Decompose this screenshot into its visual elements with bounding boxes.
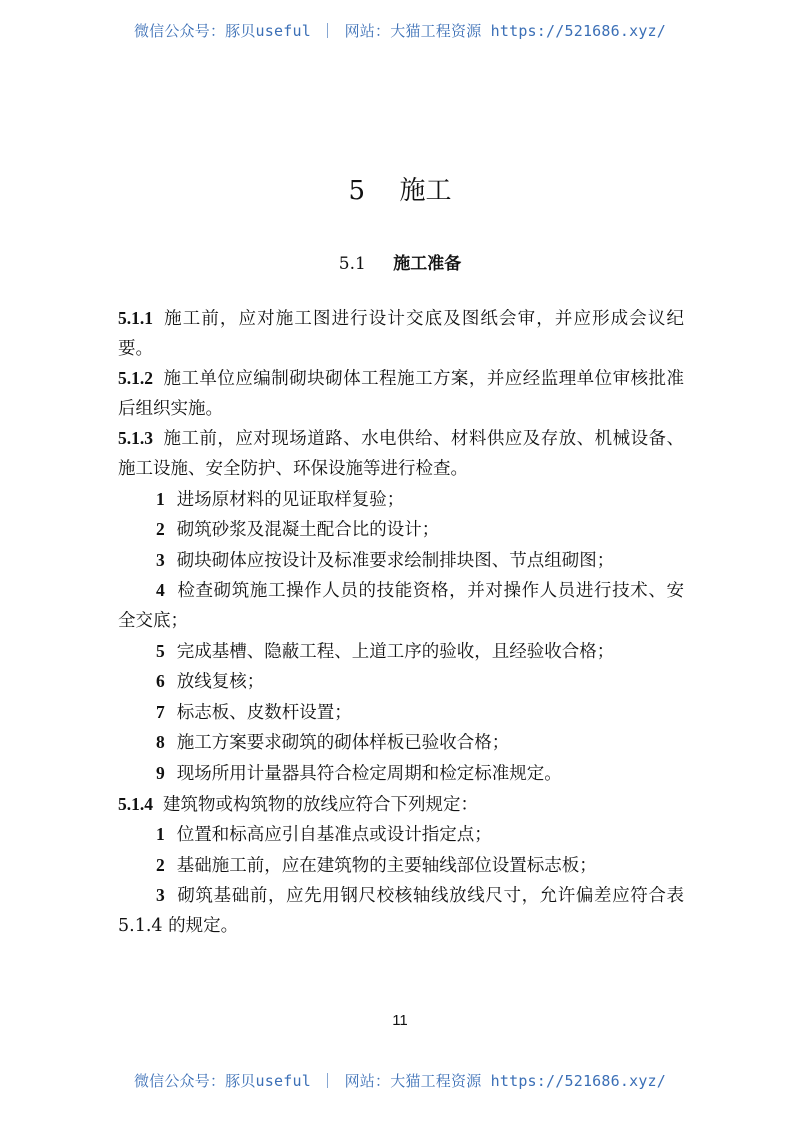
page-number: 11 — [392, 1012, 408, 1029]
list-item — [118, 728, 684, 759]
list-item — [118, 667, 684, 698]
clause-number: 5.1.1 — [118, 308, 153, 328]
item-text: 放线复核； — [176, 672, 265, 693]
item-number: 1 — [156, 824, 165, 845]
item-text: 砌块砌体应按设计及标准要求绘制排块图、节点组砌图； — [176, 550, 615, 571]
section-title — [0, 249, 800, 274]
item-text: 进场原材料的见证取样复验； — [176, 489, 405, 510]
list-item — [118, 759, 684, 790]
clause-number: 5.1.2 — [118, 368, 153, 389]
item-text: 位置和标高应引自基准点或设计指定点； — [176, 825, 492, 846]
clause-text: 施工单位应编制砌块砌体工程施工方案，并应经监理单位审核批准后组织实施。 — [118, 369, 684, 419]
item-text: 施工方案要求砌筑的砌体样板已验收合格； — [176, 733, 510, 754]
item-text: 基础施工前，应在建筑物的主要轴线部位设置标志板； — [176, 855, 597, 876]
item-number: 9 — [156, 762, 165, 783]
list-item — [118, 546, 684, 577]
item-text: 现场所用计量器具符合检定周期和检定标准规定。 — [176, 763, 562, 784]
clause-5-1-3 — [118, 424, 684, 484]
watermark-top: 微信公众号：豚贝useful ｜ 网站：大猫工程资源 https://521686.xyz/ — [133, 22, 667, 40]
clause-text: 施工前，应对施工图进行设计交底及图纸会审，并应形成会议纪要。 — [118, 309, 684, 359]
list-item — [118, 485, 684, 516]
item-text: 标志板、皮数杆设置； — [176, 702, 352, 723]
item-text: 砌筑砂浆及混凝土配合比的设计； — [176, 520, 440, 541]
item-number: 3 — [156, 885, 165, 906]
item-number: 2 — [156, 519, 165, 540]
item-number: 7 — [156, 701, 165, 722]
item-number: 1 — [156, 488, 165, 509]
item-number: 2 — [156, 854, 165, 875]
section-number: 5.1 — [338, 254, 366, 274]
clause-number: 5.1.3 — [118, 428, 153, 449]
chapter-title — [0, 170, 800, 207]
item-number: 5 — [156, 640, 165, 661]
clause-number: 5.1.4 — [118, 793, 153, 814]
item-text: 砌筑基础前，应先用钢尺校核轴线放线尺寸，允许偏差应符合表 5.1.4 的规定。 — [118, 886, 684, 936]
list-item — [118, 515, 684, 546]
item-text: 检查砌筑施工操作人员的技能资格，并对操作人员进行技术、安全交底； — [118, 581, 684, 631]
item-number: 4 — [156, 580, 165, 601]
chapter-number: 5 — [348, 176, 365, 206]
item-number: 3 — [156, 549, 165, 570]
clause-5-1-2 — [118, 364, 684, 424]
watermark-bottom: 微信公众号：豚贝useful ｜ 网站：大猫工程资源 https://521686.xyz/ — [133, 1072, 667, 1090]
clause-5-1-1 — [118, 304, 684, 364]
list-item — [118, 576, 684, 636]
item-number: 8 — [156, 732, 165, 753]
section-title-text: 施工准备 — [393, 254, 462, 274]
list-item — [118, 698, 684, 729]
document-body — [118, 304, 684, 941]
clause-5-1-4 — [118, 790, 684, 821]
clause-text: 建筑物或构筑物的放线应符合下列规定： — [163, 794, 478, 815]
chapter-title-text: 施工 — [399, 176, 452, 206]
list-item — [118, 637, 684, 668]
item-text: 完成基槽、隐蔽工程、上道工序的验收，且经验收合格； — [176, 641, 615, 662]
item-number: 6 — [156, 671, 165, 692]
list-item — [118, 820, 684, 851]
list-item — [118, 881, 684, 941]
clause-text: 施工前，应对现场道路、水电供给、材料供应及存放、机械设备、施工设施、安全防护、环保设施等进行检查。 — [118, 429, 684, 479]
list-item — [118, 851, 684, 882]
